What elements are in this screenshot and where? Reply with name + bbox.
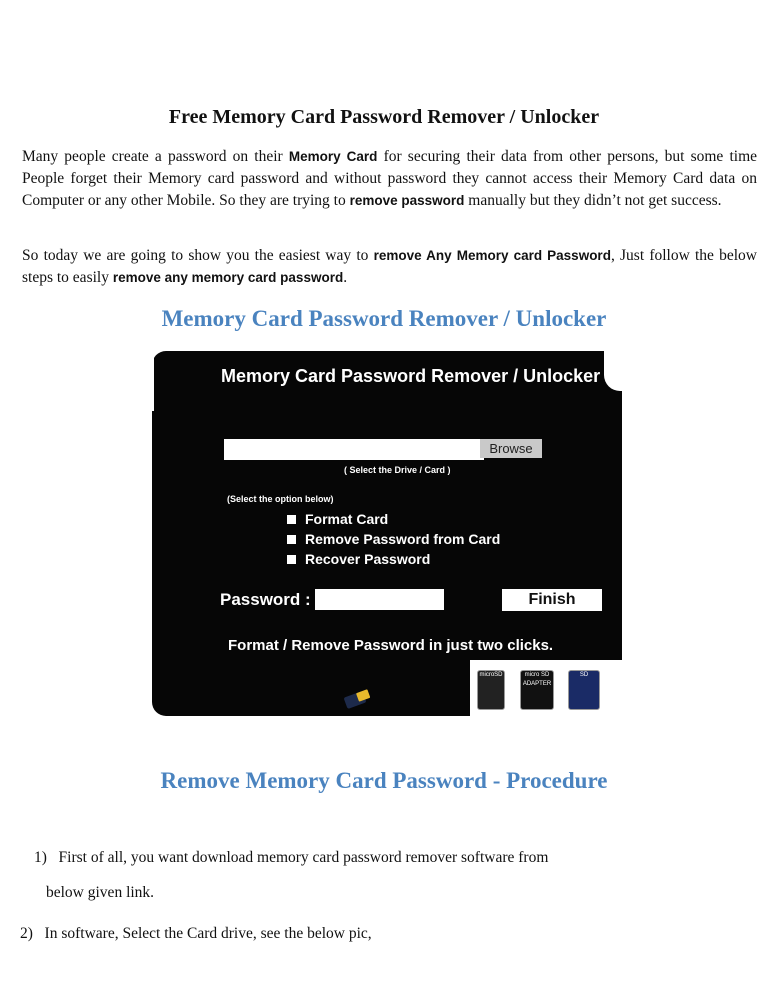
sd-card-icon	[568, 670, 600, 710]
mini-card-label: SD	[579, 672, 589, 678]
step-text: In software, Select the Card drive, see the below pic,	[44, 925, 372, 942]
card-notch	[140, 351, 154, 411]
option-label: Remove Password from Card	[305, 531, 501, 547]
select-option-hint: (Select the option below)	[227, 494, 334, 504]
step-number: 2)	[20, 925, 33, 942]
checkbox-icon[interactable]	[287, 555, 296, 564]
option-label: Recover Password	[305, 551, 431, 567]
steps-intro-paragraph	[22, 245, 757, 289]
intro-text-2: for securing their data from other persons, but some time People forget their Memory card password and without password they cannot access their Memory Card data on Computer or any other Mobile. So they are trying to	[22, 148, 758, 209]
app-tagline: Format / Remove Password in just two clicks.	[228, 637, 554, 654]
section-heading-procedure: Remove Memory Card Password - Procedure	[160, 768, 608, 793]
drive-path-input[interactable]	[224, 439, 484, 460]
memory-chip-icon	[343, 689, 373, 709]
browse-button[interactable]: Browse	[480, 439, 542, 458]
checkbox-icon[interactable]	[287, 535, 296, 544]
para2-text-2: , Just follow the below steps to easily	[22, 247, 757, 286]
mini-card-label: micro SD ADAPTER	[522, 672, 552, 687]
para2-bold-2: remove any memory card password	[112, 270, 344, 285]
checkbox-icon[interactable]	[287, 515, 296, 524]
intro-text-3: manually but they didn’t not get success.	[464, 192, 722, 209]
step-1	[34, 847, 548, 869]
microsd-card-icon	[477, 670, 505, 710]
password-label: Password :	[220, 590, 311, 609]
option-remove-password[interactable]	[287, 531, 500, 547]
password-input[interactable]	[315, 589, 444, 610]
option-label: Format Card	[305, 511, 389, 527]
para2-text-3: .	[343, 269, 348, 286]
step-number: 1)	[34, 849, 47, 866]
option-recover-password[interactable]	[287, 551, 430, 567]
option-format-card[interactable]	[287, 511, 388, 527]
step-2	[20, 923, 372, 945]
mini-card-label: microSD	[479, 672, 503, 678]
section-heading-tool: Memory Card Password Remover / Unlocker	[161, 306, 607, 331]
document-title: Free Memory Card Password Remover / Unlocker	[168, 106, 600, 128]
intro-bold-remove-password: remove password	[349, 193, 465, 208]
app-title: Memory Card Password Remover / Unlocker	[221, 366, 601, 386]
sd-adapter-icon	[520, 670, 554, 710]
step-1-continued: below given link.	[46, 884, 155, 901]
card-corner-step	[604, 351, 634, 391]
finish-button[interactable]: Finish	[502, 589, 602, 611]
select-drive-hint: ( Select the Drive / Card )	[344, 465, 451, 475]
intro-paragraph	[22, 146, 757, 212]
intro-text-1: Many people create a password on their	[22, 148, 289, 165]
step-text: First of all, you want download memory card password remover software from	[58, 849, 549, 866]
para2-text-1: So today we are going to show you the easiest way to	[22, 247, 374, 264]
intro-bold-memory-card: Memory Card	[288, 149, 378, 164]
para2-bold-1: remove Any Memory card Password	[373, 248, 611, 263]
